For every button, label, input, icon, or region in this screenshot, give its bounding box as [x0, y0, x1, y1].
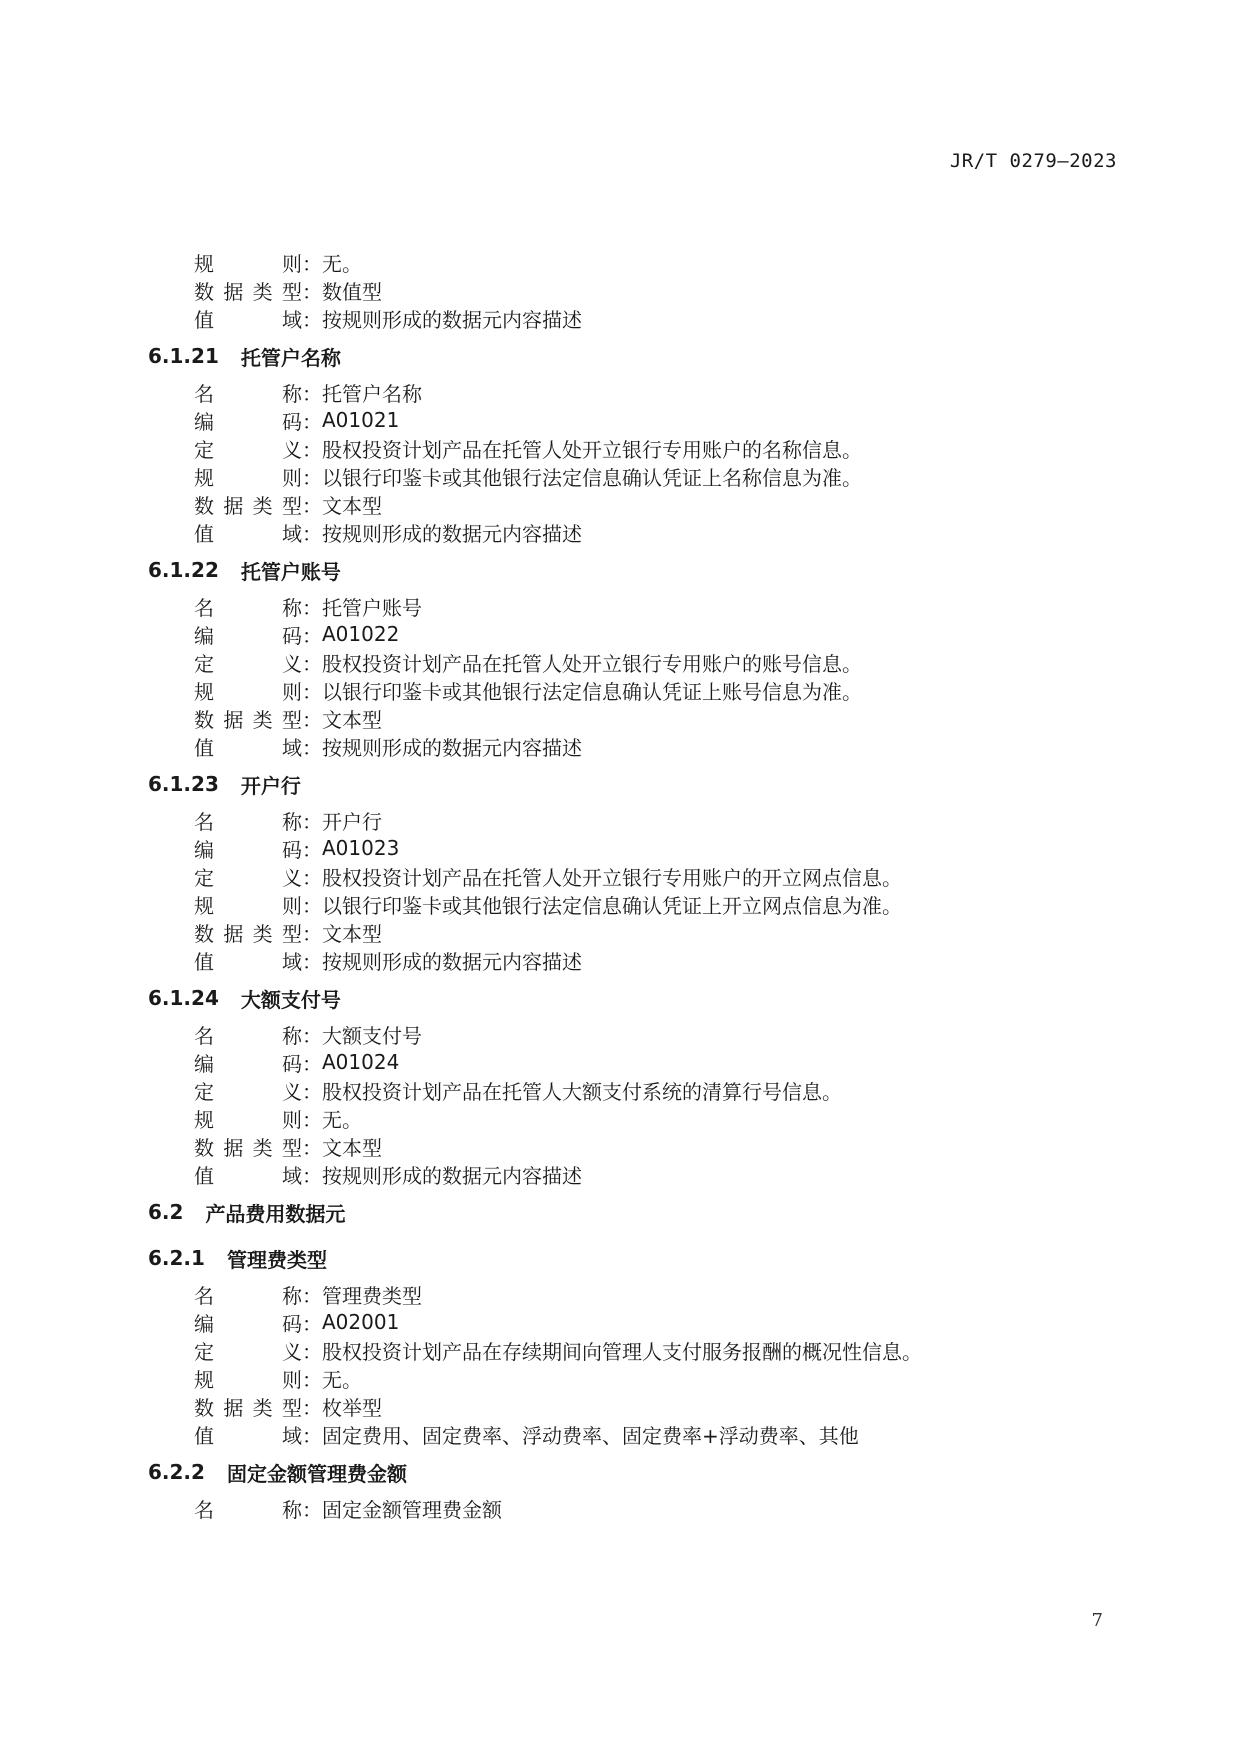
- field-row: [194, 276, 1108, 304]
- field-label: 值 域: [194, 735, 302, 760]
- field-label: 定 义: [194, 437, 302, 462]
- field-label: 值 域: [194, 949, 302, 974]
- section-6-1-24: [148, 976, 1108, 1188]
- field-row: [194, 1048, 1108, 1076]
- field-label: 数据类型: [194, 493, 302, 518]
- colon: ：: [302, 837, 322, 862]
- field-row: [194, 648, 1108, 676]
- field-label: 名 称: [194, 809, 302, 834]
- colon: ：: [302, 1283, 322, 1308]
- field-value: 按规则形成的数据元内容描述: [322, 1163, 582, 1188]
- field-value: 按规则形成的数据元内容描述: [322, 949, 582, 974]
- colon: ：: [302, 1311, 322, 1336]
- colon: ：: [302, 1023, 322, 1048]
- colon: ：: [302, 381, 322, 406]
- section-6-2-2: [148, 1450, 1108, 1522]
- standard-code: JR/T 0279—2023: [949, 150, 1117, 172]
- section-title: 托管户名称: [240, 345, 341, 370]
- field-value: 股权投资计划产品在托管人处开立银行专用账户的名称信息。: [322, 437, 862, 462]
- colon: ：: [302, 1339, 322, 1364]
- field-label: 数据类型: [194, 1395, 302, 1420]
- field-value: 无。: [322, 251, 362, 276]
- field-label: 值 域: [194, 307, 302, 332]
- field-row: [194, 1160, 1108, 1188]
- colon: ：: [302, 279, 322, 304]
- colon: ：: [302, 949, 322, 974]
- field-row: [194, 862, 1108, 890]
- field-value: 股权投资计划产品在托管人处开立银行专用账户的开立网点信息。: [322, 865, 902, 890]
- field-value: 枚举型: [322, 1395, 382, 1420]
- colon: ：: [302, 623, 322, 648]
- field-label: 值 域: [194, 1163, 302, 1188]
- section-heading: [148, 1450, 1108, 1494]
- colon: ：: [302, 893, 322, 918]
- colon: ：: [302, 865, 322, 890]
- field-row: [194, 704, 1108, 732]
- field-label: 数据类型: [194, 921, 302, 946]
- field-row: [194, 1076, 1108, 1104]
- field-value: 托管户账号: [322, 595, 422, 620]
- section-heading: [148, 548, 1108, 592]
- field-label: 定 义: [194, 651, 302, 676]
- section-number: 6.1.23: [148, 772, 219, 796]
- colon: ：: [302, 1051, 322, 1076]
- colon: ：: [302, 707, 322, 732]
- field-value: 文本型: [322, 707, 382, 732]
- field-label: 名 称: [194, 1283, 302, 1308]
- field-row: [194, 248, 1108, 276]
- section-title: 管理费类型: [226, 1247, 327, 1272]
- field-value: A02001: [322, 1310, 400, 1334]
- colon: ：: [302, 679, 322, 704]
- section-number: 6.1.22: [148, 558, 219, 582]
- field-value: 大额支付号: [322, 1023, 422, 1048]
- field-value: 固定费用、固定费率、浮动费率、固定费率+浮动费率、其他: [322, 1423, 859, 1448]
- field-label: 编 码: [194, 623, 302, 648]
- colon: ：: [302, 809, 322, 834]
- field-value: 按规则形成的数据元内容描述: [322, 735, 582, 760]
- field-label: 编 码: [194, 1051, 302, 1076]
- field-row: [194, 406, 1108, 434]
- field-value: 无。: [322, 1367, 362, 1392]
- colon: ：: [302, 1367, 322, 1392]
- field-row: [194, 946, 1108, 974]
- section-number: 6.1.24: [148, 986, 219, 1010]
- field-label: 规 则: [194, 1107, 302, 1132]
- section-number: 6.2.1: [148, 1246, 205, 1270]
- field-row: [194, 918, 1108, 946]
- field-value: 托管户名称: [322, 381, 422, 406]
- field-row: [194, 1308, 1108, 1336]
- field-label: 定 义: [194, 865, 302, 890]
- colon: ：: [302, 251, 322, 276]
- field-value: 文本型: [322, 921, 382, 946]
- field-value: 固定金额管理费金额: [322, 1497, 502, 1522]
- colon: ：: [302, 921, 322, 946]
- field-label: 定 义: [194, 1339, 302, 1364]
- field-row: [194, 592, 1108, 620]
- field-label: 数据类型: [194, 707, 302, 732]
- field-row: [194, 1364, 1108, 1392]
- colon: ：: [302, 437, 322, 462]
- field-row: [194, 620, 1108, 648]
- field-value: A01024: [322, 1050, 400, 1074]
- field-row: [194, 434, 1108, 462]
- field-value: 文本型: [322, 1135, 382, 1160]
- colon: ：: [302, 1079, 322, 1104]
- section-number: 6.2: [148, 1200, 184, 1224]
- field-label: 规 则: [194, 1367, 302, 1392]
- colon: ：: [302, 1423, 322, 1448]
- field-row: [194, 518, 1108, 546]
- section-title: 开户行: [240, 773, 301, 798]
- section-number: 6.1.21: [148, 344, 219, 368]
- colon: ：: [302, 465, 322, 490]
- field-label: 规 则: [194, 465, 302, 490]
- field-label: 编 码: [194, 837, 302, 862]
- field-row: [194, 1392, 1108, 1420]
- field-value: A01023: [322, 836, 400, 860]
- document-body: [148, 248, 1108, 1522]
- colon: ：: [302, 409, 322, 434]
- section-6-1-23: [148, 762, 1108, 974]
- field-value: A01022: [322, 622, 400, 646]
- field-label: 名 称: [194, 595, 302, 620]
- field-row: [194, 304, 1108, 332]
- field-value: 开户行: [322, 809, 382, 834]
- field-row: [194, 890, 1108, 918]
- section-6-1-21: [148, 334, 1108, 546]
- field-row: [194, 462, 1108, 490]
- section-6-1-22: [148, 548, 1108, 760]
- field-value: 股权投资计划产品在托管人大额支付系统的清算行号信息。: [322, 1079, 842, 1104]
- field-value: 以银行印鉴卡或其他银行法定信息确认凭证上名称信息为准。: [322, 465, 862, 490]
- field-row: [194, 1280, 1108, 1308]
- section-title: 大额支付号: [240, 987, 341, 1012]
- field-value: 以银行印鉴卡或其他银行法定信息确认凭证上开立网点信息为准。: [322, 893, 902, 918]
- section-title: 产品费用数据元: [205, 1201, 346, 1226]
- field-label: 数据类型: [194, 279, 302, 304]
- field-row: [194, 490, 1108, 518]
- section-heading-6-2: [148, 1190, 1108, 1234]
- field-row: [194, 378, 1108, 406]
- section-heading: [148, 976, 1108, 1020]
- field-value: 以银行印鉴卡或其他银行法定信息确认凭证上账号信息为准。: [322, 679, 862, 704]
- colon: ：: [302, 735, 322, 760]
- field-row: [194, 806, 1108, 834]
- section-heading: [148, 1236, 1108, 1280]
- field-label: 规 则: [194, 679, 302, 704]
- top-fields: [148, 248, 1108, 332]
- field-label: 规 则: [194, 251, 302, 276]
- colon: ：: [302, 1135, 322, 1160]
- field-value: 管理费类型: [322, 1283, 422, 1308]
- colon: ：: [302, 1107, 322, 1132]
- field-label: 规 则: [194, 893, 302, 918]
- field-row: [194, 1132, 1108, 1160]
- field-row: [194, 1336, 1108, 1364]
- field-label: 值 域: [194, 1423, 302, 1448]
- section-title: 托管户账号: [240, 559, 341, 584]
- section-6-2-1: [148, 1236, 1108, 1448]
- field-value: 文本型: [322, 493, 382, 518]
- field-value: 股权投资计划产品在托管人处开立银行专用账户的账号信息。: [322, 651, 862, 676]
- colon: ：: [302, 307, 322, 332]
- field-label: 值 域: [194, 521, 302, 546]
- colon: ：: [302, 493, 322, 518]
- field-label: 名 称: [194, 1023, 302, 1048]
- colon: ：: [302, 521, 322, 546]
- field-value: 数值型: [322, 279, 382, 304]
- page-number: 7: [1091, 1610, 1103, 1631]
- colon: ：: [302, 1395, 322, 1420]
- field-label: 名 称: [194, 381, 302, 406]
- field-row: [194, 1494, 1108, 1522]
- section-number: 6.2.2: [148, 1460, 205, 1484]
- field-row: [194, 732, 1108, 760]
- field-label: 定 义: [194, 1079, 302, 1104]
- field-value: 按规则形成的数据元内容描述: [322, 307, 582, 332]
- field-row: [194, 834, 1108, 862]
- field-value: 无。: [322, 1107, 362, 1132]
- field-row: [194, 1020, 1108, 1048]
- section-title: 固定金额管理费金额: [226, 1461, 407, 1486]
- field-row: [194, 676, 1108, 704]
- section-heading: [148, 334, 1108, 378]
- field-value: 股权投资计划产品在存续期间向管理人支付服务报酬的概况性信息。: [322, 1339, 922, 1364]
- field-label: 名 称: [194, 1497, 302, 1522]
- colon: ：: [302, 651, 322, 676]
- colon: ：: [302, 1497, 322, 1522]
- field-label: 编 码: [194, 409, 302, 434]
- field-label: 数据类型: [194, 1135, 302, 1160]
- section-heading: [148, 762, 1108, 806]
- field-value: A01021: [322, 408, 400, 432]
- field-value: 按规则形成的数据元内容描述: [322, 521, 582, 546]
- field-row: [194, 1104, 1108, 1132]
- colon: ：: [302, 595, 322, 620]
- colon: ：: [302, 1163, 322, 1188]
- field-row: [194, 1420, 1108, 1448]
- field-label: 编 码: [194, 1311, 302, 1336]
